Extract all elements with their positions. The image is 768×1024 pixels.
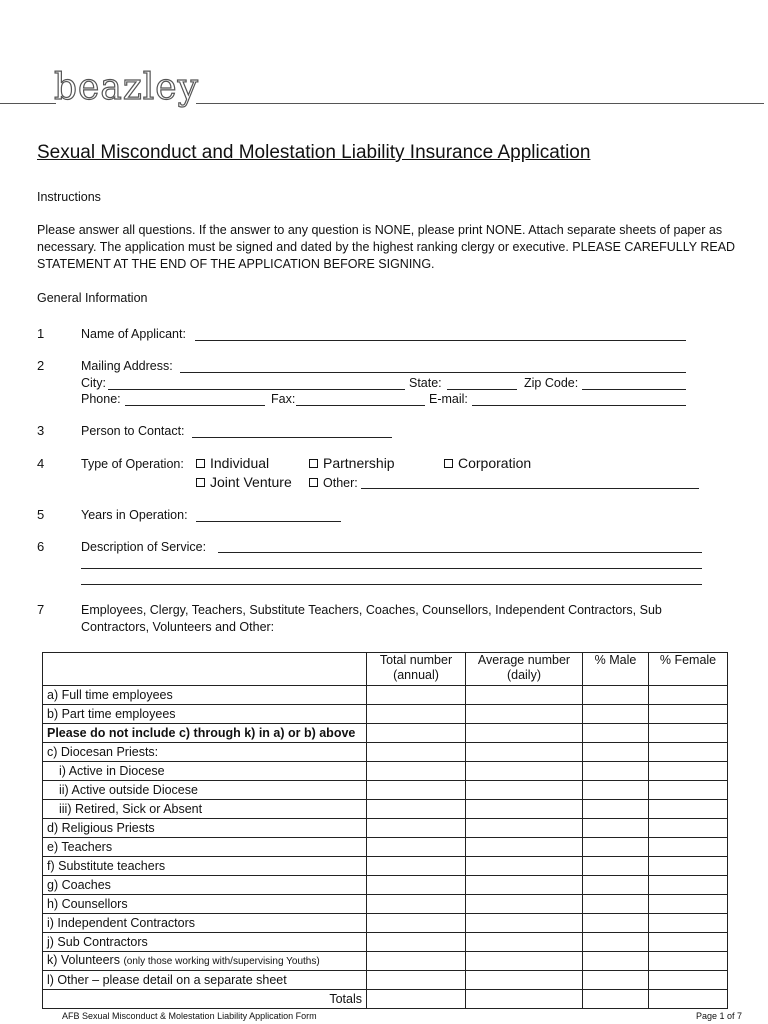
q6-number: 6 bbox=[37, 539, 45, 554]
footer-form-name: AFB Sexual Misconduct & Molestation Liability Application Form bbox=[62, 1011, 317, 1021]
cell[interactable] bbox=[649, 914, 728, 933]
phone-field[interactable] bbox=[125, 405, 265, 406]
cell[interactable] bbox=[466, 705, 583, 724]
table-row bbox=[43, 914, 728, 933]
cell[interactable] bbox=[583, 762, 649, 781]
table-row bbox=[43, 800, 728, 819]
cell[interactable] bbox=[583, 971, 649, 990]
row-label: c) Diocesan Priests: bbox=[43, 743, 367, 762]
footer-page-number: Page 1 of 7 bbox=[696, 1011, 743, 1021]
cell[interactable] bbox=[367, 895, 466, 914]
cell[interactable] bbox=[367, 724, 466, 743]
beazley-logo: beazley bbox=[54, 67, 199, 108]
q3-number: 3 bbox=[37, 423, 45, 438]
cell[interactable] bbox=[649, 857, 728, 876]
cell[interactable] bbox=[367, 743, 466, 762]
city-label: City: bbox=[81, 376, 106, 390]
table-row bbox=[43, 952, 728, 971]
cell[interactable] bbox=[583, 743, 649, 762]
cell[interactable] bbox=[649, 895, 728, 914]
cell[interactable] bbox=[367, 705, 466, 724]
cell[interactable] bbox=[367, 971, 466, 990]
checkbox-partnership[interactable] bbox=[309, 459, 318, 468]
cell[interactable] bbox=[583, 895, 649, 914]
cell[interactable] bbox=[367, 990, 466, 1009]
q5-number: 5 bbox=[37, 507, 45, 522]
email-field[interactable] bbox=[472, 405, 686, 406]
cell[interactable] bbox=[583, 933, 649, 952]
city-field[interactable] bbox=[108, 389, 405, 390]
checkbox-other[interactable] bbox=[309, 478, 318, 487]
applicant-name-label: Name of Applicant: bbox=[81, 327, 186, 341]
fax-label: Fax: bbox=[271, 392, 296, 406]
volunteers-label: k) Volunteers bbox=[47, 953, 120, 967]
logo-rule-right bbox=[196, 103, 764, 104]
state-label: State: bbox=[409, 376, 442, 390]
cell[interactable] bbox=[367, 686, 466, 705]
option-corporation[interactable]: Corporation bbox=[444, 454, 531, 472]
header-percent-female: % Female bbox=[649, 653, 728, 686]
cell[interactable] bbox=[466, 990, 583, 1009]
row-label: f) Substitute teachers bbox=[43, 857, 367, 876]
general-info-heading: General Information bbox=[37, 291, 148, 305]
cell[interactable] bbox=[367, 952, 466, 971]
service-description-field-3[interactable] bbox=[81, 584, 702, 585]
q1-number: 1 bbox=[37, 326, 45, 341]
row-label: d) Religious Priests bbox=[43, 819, 367, 838]
staffing-question: Employees, Clergy, Teachers, Substitute Teachers, Coaches, Counsellors, Independent Contractors, Sub Contractors, Volunteers and Other: bbox=[81, 603, 662, 634]
cell[interactable] bbox=[466, 724, 583, 743]
years-in-operation-field[interactable] bbox=[196, 521, 341, 522]
cell[interactable] bbox=[583, 990, 649, 1009]
cell[interactable] bbox=[583, 952, 649, 971]
mailing-address-label: Mailing Address: bbox=[81, 359, 173, 373]
cell[interactable] bbox=[583, 724, 649, 743]
cell[interactable] bbox=[466, 781, 583, 800]
option-individual[interactable]: Individual bbox=[196, 454, 269, 472]
cell[interactable] bbox=[367, 857, 466, 876]
cell[interactable] bbox=[466, 971, 583, 990]
table-row bbox=[43, 838, 728, 857]
page-title: Sexual Misconduct and Molestation Liability Insurance Application bbox=[37, 142, 591, 163]
table-row bbox=[43, 762, 728, 781]
cell[interactable] bbox=[466, 838, 583, 857]
instructions-heading: Instructions bbox=[37, 190, 101, 204]
cell[interactable] bbox=[466, 800, 583, 819]
cell[interactable] bbox=[649, 990, 728, 1009]
table-header-row bbox=[43, 653, 728, 686]
q7-number: 7 bbox=[37, 602, 45, 617]
table-row bbox=[43, 895, 728, 914]
zip-label: Zip Code: bbox=[524, 376, 579, 390]
instructions-text: Please answer all questions. If the answer to any question is NONE, please print NONE. Attach separate sheets of paper as necessary. The application must be signed and dated by the highest ranking clergy or executive. PLEASE CAREFULLY READ STATEMENT AT THE END OF THE APPLICATION BEFORE SIGNING. bbox=[37, 223, 736, 271]
cell[interactable] bbox=[466, 933, 583, 952]
option-joint-venture[interactable]: Joint Venture bbox=[196, 473, 292, 491]
row-label: l) Other – please detail on a separate sheet bbox=[43, 971, 367, 990]
table-row bbox=[43, 705, 728, 724]
cell[interactable] bbox=[583, 876, 649, 895]
state-field[interactable] bbox=[447, 389, 517, 390]
header-average-daily: Average number (daily) bbox=[466, 653, 583, 686]
row-label: iii) Retired, Sick or Absent bbox=[43, 800, 367, 819]
table-row bbox=[43, 781, 728, 800]
cell[interactable] bbox=[583, 838, 649, 857]
cell[interactable] bbox=[649, 743, 728, 762]
table-row bbox=[43, 971, 728, 990]
cell[interactable] bbox=[367, 838, 466, 857]
cell[interactable] bbox=[367, 933, 466, 952]
cell[interactable] bbox=[649, 933, 728, 952]
row-label: g) Coaches bbox=[43, 876, 367, 895]
other-operation-field[interactable] bbox=[361, 488, 699, 489]
cell[interactable] bbox=[367, 781, 466, 800]
checkbox-individual[interactable] bbox=[196, 459, 205, 468]
cell[interactable] bbox=[649, 838, 728, 857]
cell[interactable] bbox=[649, 971, 728, 990]
row-label: a) Full time employees bbox=[43, 686, 367, 705]
totals-label: Totals bbox=[43, 990, 367, 1009]
header-total-annual: Total number (annual) bbox=[367, 653, 466, 686]
table-row bbox=[43, 819, 728, 838]
cell[interactable] bbox=[583, 705, 649, 724]
cell[interactable] bbox=[649, 686, 728, 705]
operation-type-label: Type of Operation: bbox=[81, 457, 184, 471]
row-label: h) Counsellors bbox=[43, 895, 367, 914]
cell[interactable] bbox=[583, 800, 649, 819]
cell[interactable] bbox=[367, 914, 466, 933]
mailing-address-field[interactable] bbox=[180, 372, 686, 373]
cell[interactable] bbox=[649, 762, 728, 781]
service-description-field-2[interactable] bbox=[81, 568, 702, 569]
cell[interactable] bbox=[466, 819, 583, 838]
cell[interactable] bbox=[649, 781, 728, 800]
logo-rule-left bbox=[0, 103, 56, 104]
table-row bbox=[43, 876, 728, 895]
cell[interactable] bbox=[583, 819, 649, 838]
zip-field[interactable] bbox=[582, 389, 686, 390]
volunteers-note: (only those working with/supervising Youths) bbox=[123, 956, 320, 967]
checkbox-joint-venture[interactable] bbox=[196, 478, 205, 487]
totals-row bbox=[43, 990, 728, 1009]
table-row bbox=[43, 933, 728, 952]
cell[interactable] bbox=[466, 857, 583, 876]
q2-number: 2 bbox=[37, 358, 45, 373]
cell[interactable] bbox=[367, 762, 466, 781]
service-description-field-1[interactable] bbox=[218, 552, 702, 553]
contact-person-label: Person to Contact: bbox=[81, 424, 185, 438]
cell[interactable] bbox=[367, 819, 466, 838]
table-row bbox=[43, 857, 728, 876]
cell[interactable] bbox=[466, 743, 583, 762]
option-partnership[interactable]: Partnership bbox=[309, 454, 395, 472]
cell[interactable] bbox=[583, 781, 649, 800]
table-row bbox=[43, 743, 728, 762]
q4-number: 4 bbox=[37, 456, 45, 471]
years-in-operation-label: Years in Operation: bbox=[81, 508, 188, 522]
option-other[interactable]: Other: bbox=[309, 473, 358, 492]
cell[interactable] bbox=[466, 895, 583, 914]
cell[interactable] bbox=[466, 762, 583, 781]
header-category bbox=[43, 653, 367, 686]
row-note: Please do not include c) through k) in a) or b) above bbox=[43, 724, 367, 743]
row-label: i) Independent Contractors bbox=[43, 914, 367, 933]
row-label bbox=[43, 952, 367, 971]
cell[interactable] bbox=[649, 819, 728, 838]
row-label: ii) Active outside Diocese bbox=[43, 781, 367, 800]
cell[interactable] bbox=[466, 686, 583, 705]
cell[interactable] bbox=[367, 876, 466, 895]
service-description-label: Description of Service: bbox=[81, 540, 207, 554]
cell[interactable] bbox=[466, 876, 583, 895]
fax-field[interactable] bbox=[296, 405, 425, 406]
cell[interactable] bbox=[649, 724, 728, 743]
cell[interactable] bbox=[466, 952, 583, 971]
phone-label: Phone: bbox=[81, 392, 121, 406]
row-label: b) Part time employees bbox=[43, 705, 367, 724]
cell[interactable] bbox=[583, 857, 649, 876]
header-percent-male: % Male bbox=[583, 653, 649, 686]
email-label: E-mail: bbox=[429, 392, 468, 406]
table-row bbox=[43, 686, 728, 705]
cell[interactable] bbox=[583, 914, 649, 933]
cell[interactable] bbox=[649, 705, 728, 724]
cell[interactable] bbox=[649, 800, 728, 819]
checkbox-corporation[interactable] bbox=[444, 459, 453, 468]
cell[interactable] bbox=[649, 952, 728, 971]
staffing-table bbox=[42, 652, 728, 1009]
contact-person-field[interactable] bbox=[192, 437, 392, 438]
cell[interactable] bbox=[583, 686, 649, 705]
table-row bbox=[43, 724, 728, 743]
cell[interactable] bbox=[466, 914, 583, 933]
cell[interactable] bbox=[367, 800, 466, 819]
row-label: j) Sub Contractors bbox=[43, 933, 367, 952]
row-label: e) Teachers bbox=[43, 838, 367, 857]
row-label: i) Active in Diocese bbox=[43, 762, 367, 781]
cell[interactable] bbox=[649, 876, 728, 895]
applicant-name-field[interactable] bbox=[195, 340, 686, 341]
